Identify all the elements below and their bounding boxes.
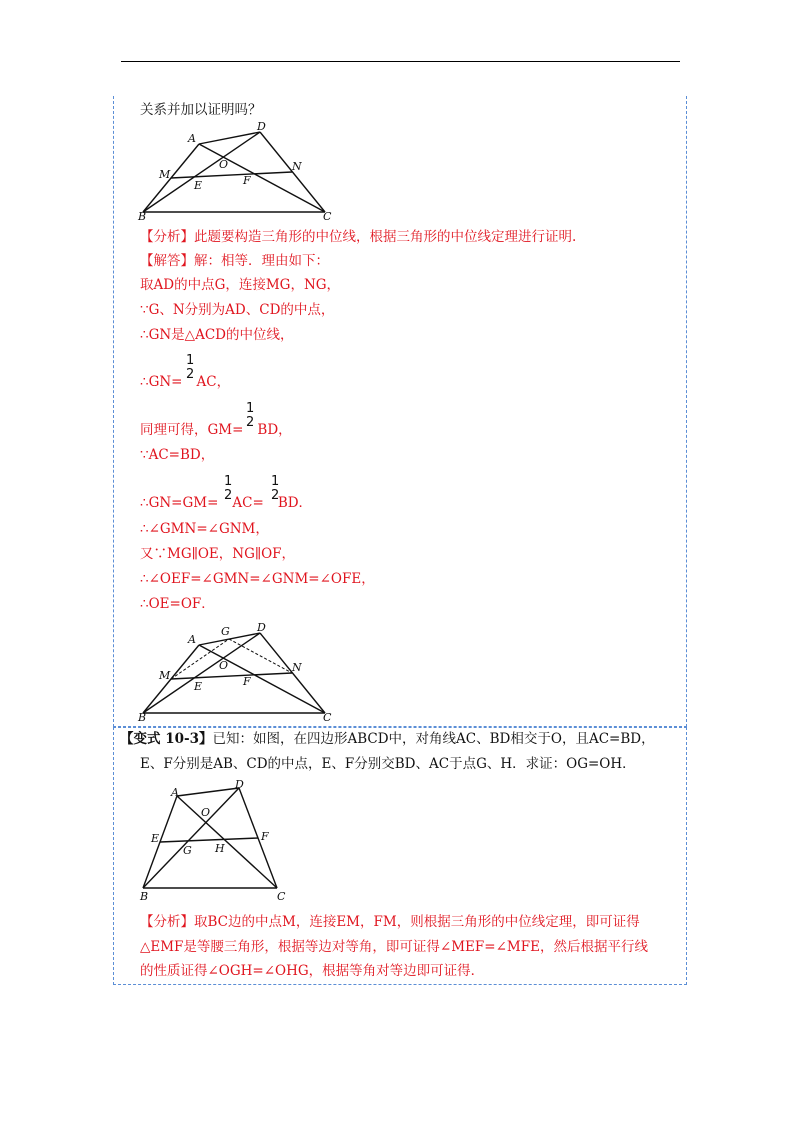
frac4-den: 2 xyxy=(271,488,280,503)
variant-analysis-line-2: △EMF是等腰三角形，根据等边对等角，即可证得∠MEF=∠MFE，然后根据平行线 xyxy=(140,939,648,955)
fraction-half-1 xyxy=(186,353,194,382)
fig1-label-O: O xyxy=(219,158,229,171)
fig1-label-D: D xyxy=(257,120,266,133)
answer-head: 解：相等．理由如下： xyxy=(194,253,329,269)
fig3-label-G: G xyxy=(183,844,192,857)
figure-quadrilateral-3 xyxy=(135,776,295,904)
analysis-text: 此题要构造三角形的中位线，根据三角形的中位线定理进行证明. xyxy=(194,229,577,245)
frac1-num: 1 xyxy=(186,353,195,368)
analysis-line xyxy=(140,228,576,246)
answer-tag: 【解答】 xyxy=(140,253,194,269)
step-9: 又∵MG∥OE，NG∥OF， xyxy=(140,546,296,562)
figure-quadrilateral-2 xyxy=(135,618,345,722)
fig2-label-C: C xyxy=(323,711,332,722)
fraction-half-4 xyxy=(271,474,279,503)
fraction-half-2 xyxy=(246,401,254,430)
fig2-label-G: G xyxy=(221,625,230,638)
problem-line-1 xyxy=(120,730,655,748)
fig1-label-N: N xyxy=(292,160,302,173)
step-8: ∴∠GMN=∠GNM， xyxy=(140,521,269,537)
answer-line xyxy=(140,252,329,270)
frac1-den: 2 xyxy=(186,367,195,382)
problem-text-1: 已知：如图，在四边形ABCD中，对角线AC、BD相交于O，且AC=BD， xyxy=(212,731,655,747)
fig2-label-F: F xyxy=(243,675,251,688)
frac2-num: 1 xyxy=(246,401,255,416)
variant-analysis-line-3: 的性质证得∠OGH=∠OHG，根据等角对等边即可证得． xyxy=(140,963,485,979)
step-2: ∵G、N分别为AD、CD的中点， xyxy=(140,302,335,318)
fig1-label-M: M xyxy=(159,168,171,181)
fig1-label-E: E xyxy=(194,179,203,192)
variant-analysis-line-1 xyxy=(140,913,640,931)
step-5 xyxy=(140,421,292,439)
fig3-label-D: D xyxy=(235,778,244,791)
step-5-pre: 同理可得，GM= xyxy=(140,422,244,438)
fig2-label-B: B xyxy=(138,711,147,722)
fig3-label-B: B xyxy=(140,890,149,903)
frac3-num: 1 xyxy=(224,474,233,489)
frac4-num: 1 xyxy=(271,474,280,489)
fig1-label-A: A xyxy=(188,132,196,145)
step-4-pre: ∴GN= xyxy=(140,374,183,390)
step-6: ∵AC=BD， xyxy=(140,447,215,463)
step-7-post: BD． xyxy=(277,495,313,511)
problem-line-2: E、F分别是AB、CD的中点，E、F分别交BD、AC于点G、H．求证：OG=OH． xyxy=(140,756,636,772)
header-rule xyxy=(121,61,680,62)
variant-analysis-text-1: 取BC边的中点M，连接EM，FM，则根据三角形的中位线定理，即可证得 xyxy=(194,914,640,930)
fig3-label-H: H xyxy=(215,842,225,855)
frac2-den: 2 xyxy=(246,415,255,430)
figure-quadrilateral-1 xyxy=(135,118,345,220)
fraction-half-3 xyxy=(224,474,232,503)
fig2-label-M: M xyxy=(159,669,171,682)
frac3-den: 2 xyxy=(224,488,233,503)
fig2-label-O: O xyxy=(219,659,229,672)
step-4-post: AC， xyxy=(196,374,231,390)
step-11: ∴OE=OF． xyxy=(140,596,215,612)
intro-text: 关系并加以证明吗？ xyxy=(140,102,262,118)
variant-tag: 【变式 10-3】 xyxy=(120,731,213,747)
step-7-mid: AC= xyxy=(232,495,264,511)
fig2-label-D: D xyxy=(257,621,266,634)
fig3-label-A: A xyxy=(171,786,179,799)
step-5-post: BD， xyxy=(257,422,292,438)
step-1: 取AD的中点G，连接MG，NG， xyxy=(140,277,341,293)
fig2-label-A: A xyxy=(188,633,196,646)
fig3-label-C: C xyxy=(277,890,286,903)
variant-analysis-tag: 【分析】 xyxy=(140,914,194,930)
fig2-label-N: N xyxy=(292,661,302,674)
fig1-label-F: F xyxy=(243,174,251,187)
fig3-label-E: E xyxy=(151,832,160,845)
step-10: ∴∠OEF=∠GMN=∠GNM=∠OFE， xyxy=(140,571,375,587)
fig2-label-E: E xyxy=(194,680,203,693)
step-3: ∴GN是△ACD的中位线， xyxy=(140,327,294,343)
fig3-label-O: O xyxy=(201,806,211,819)
fig1-label-C: C xyxy=(323,210,332,220)
step-7-pre: ∴GN=GM= xyxy=(140,495,219,511)
fig1-label-B: B xyxy=(138,210,147,220)
fig3-label-F: F xyxy=(261,830,269,843)
analysis-tag: 【分析】 xyxy=(140,229,194,245)
